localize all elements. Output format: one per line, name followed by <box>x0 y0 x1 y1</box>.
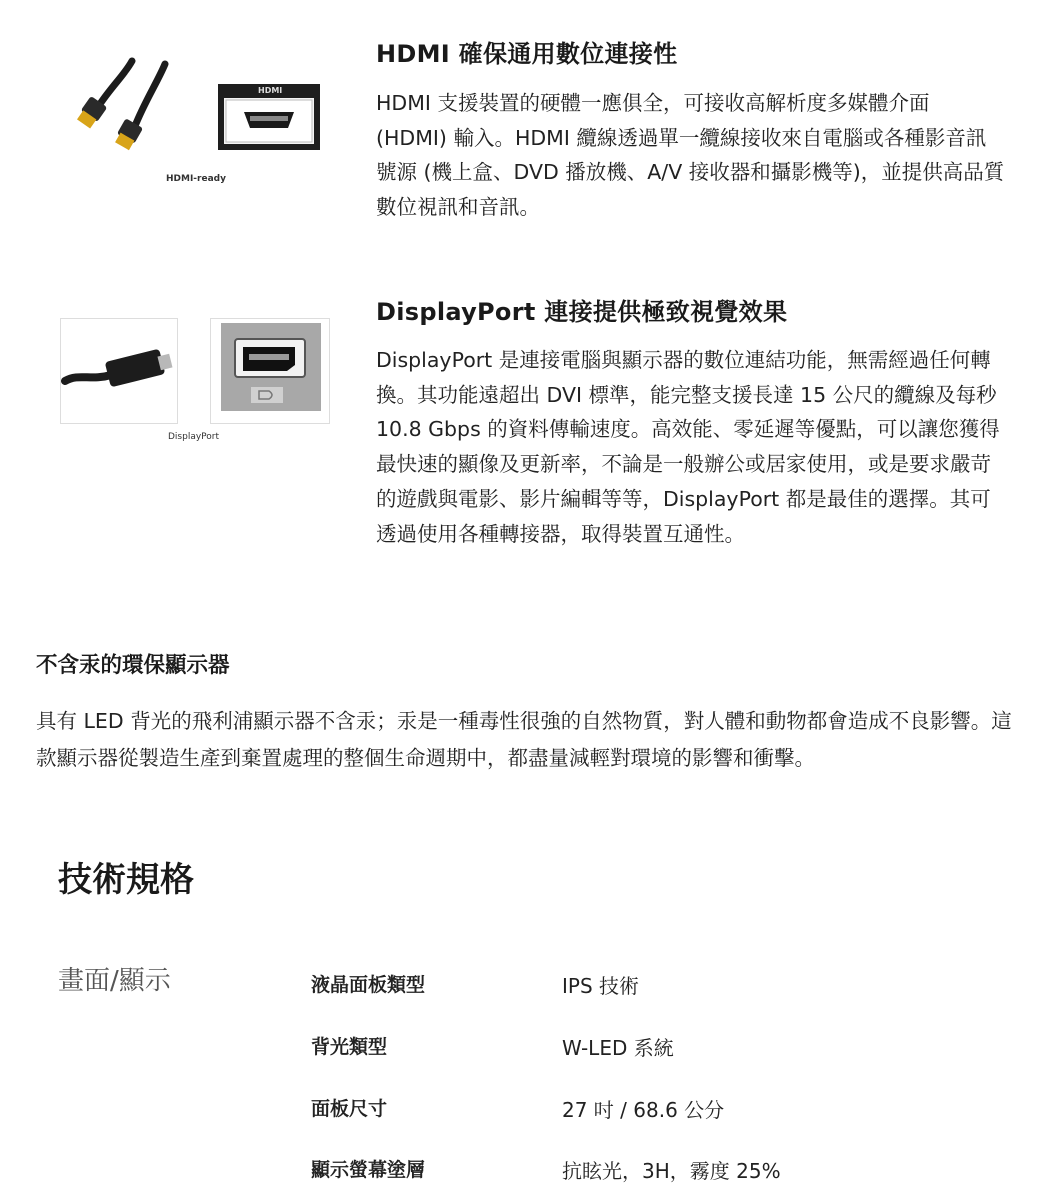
hdmi-port-label: HDMI <box>258 86 283 95</box>
spec-label: 面板尺寸 <box>311 1098 388 1120</box>
spec-value: W-LED 系統 <box>562 1036 674 1060</box>
spec-value: IPS 技術 <box>562 974 640 998</box>
displayport-description: DisplayPort 是連接電腦與顯示器的數位連結功能，無需經過任何轉換。其功能遠超出 DVI 標準，能完整支援長達 15 公尺的纜線及每秒 10.8 Gbps 的資料傳輸速度。高效能、零延遲等優點，可以讓您獲得最快速的顯像及更新率，不論是一般辦公或居家使用，或是要求嚴苛的遊戲與電影、影片編輯等等，DisplayPort 都是最佳的選擇。其可透過使用各種轉接器，取得裝置互通性。 <box>376 348 1000 546</box>
spec-row <box>0 970 1040 1010</box>
spec-row <box>0 1155 1040 1195</box>
spec-label: 背光類型 <box>311 1036 388 1058</box>
spec-label: 顯示螢幕塗層 <box>311 1159 426 1181</box>
spec-category-display: 畫面/顯示 <box>58 966 171 996</box>
displayport-port-image <box>210 318 330 424</box>
hdmi-description: HDMI 支援裝置的硬體一應俱全，可接收高解析度多媒體介面 (HDMI) 輸入。HDMI 纜線透過單一纜線接收來自電腦或各種影音訊號源 (機上盒、DVD 播放機、A/V 接收器和攝影機等)，並提供高品質數位視訊和音訊。 <box>376 91 1005 220</box>
spec-value: 抗眩光，3H，霧度 25% <box>562 1159 781 1183</box>
displayport-image-caption: DisplayPort <box>168 432 220 442</box>
mercury-free-title: 不含汞的環保顯示器 <box>36 653 230 678</box>
spec-label: 液晶面板類型 <box>311 974 426 996</box>
spec-value: 27 吋 / 68.6 公分 <box>562 1098 725 1122</box>
displayport-cable-icon <box>61 319 177 423</box>
hdmi-title: HDMI 確保通用數位連接性 <box>376 40 678 68</box>
mercury-free-description: 具有 LED 背光的飛利浦顯示器不含汞；汞是一種毒性很強的自然物質，對人體和動物都會造成不良影響。這款顯示器從製造生產到棄置處理的整個生命週期中，都盡量減輕對環境的影響和衝擊。 <box>36 709 1012 770</box>
displayport-port-icon <box>211 319 329 423</box>
hdmi-image-caption: HDMI-ready <box>166 174 226 184</box>
spec-row <box>0 1032 1040 1072</box>
spec-row <box>0 1094 1040 1134</box>
displayport-cable-image <box>60 318 178 424</box>
specs-heading: 技術規格 <box>58 860 194 900</box>
displayport-title: DisplayPort 連接提供極致視覺效果 <box>376 298 788 326</box>
